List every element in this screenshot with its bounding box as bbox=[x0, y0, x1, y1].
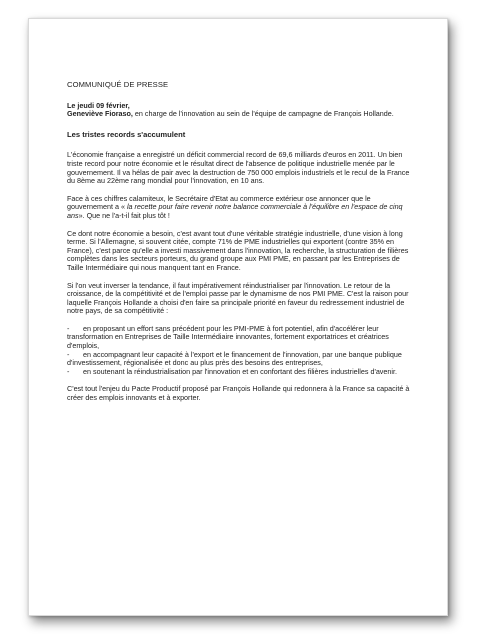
paragraph-2-end: ». Que ne l'a-t-il fait plus tôt ! bbox=[78, 210, 170, 220]
press-release-heading: COMMUNIQUÉ DE PRESSE bbox=[67, 80, 169, 89]
list-item-text: en proposant un effort sans précédent pour les PMI-PME à fort potentiel, afin d'accélérer leur transformation en Entreprises de Taille Intermédiaire innovantes, fortement exportatrices et créatrices d'emplois, bbox=[67, 323, 389, 351]
intro-block bbox=[67, 102, 417, 119]
list-item-text: en accompagnant leur capacité à l'export et le financement de l'innovation, par une banque publique d'investissement, régionalisée et donc au plus près des besoins des entreprises, bbox=[67, 349, 402, 368]
list-item bbox=[67, 368, 417, 377]
paragraph-2-quote: la recette pour faire revenir notre balance commerciale à l'équilibre en l'espace de cinq ans bbox=[67, 202, 403, 220]
bullet-list bbox=[67, 325, 417, 377]
paragraph-4: Si l'on veut inverser la tendance, il faut impérativement réindustrialiser par l'innovation. Le retour de la croissance, de la compétitivité et de l'emploi passe par le dynamisme de nos PMI PME. C'est la raison pour laquelle François Hollande a choisi d'en faire sa principale priorité en faveur du redressement industriel de notre pays, de sa compétitivité : bbox=[67, 280, 409, 316]
date-line: Le jeudi 09 février, bbox=[67, 100, 130, 110]
bullet-dash: - bbox=[67, 349, 70, 359]
bullet-dash: - bbox=[67, 323, 70, 333]
document-page bbox=[28, 18, 448, 616]
list-item bbox=[67, 325, 417, 351]
section-title: Les tristes records s'accumulent bbox=[67, 129, 186, 139]
author-name: Geneviève Fioraso, bbox=[67, 109, 133, 119]
paragraph-2 bbox=[67, 195, 417, 221]
list-item bbox=[67, 351, 417, 368]
document-content bbox=[67, 81, 417, 412]
author-role: en charge de l'innovation au sein de l'équipe de campagne de François Hollande. bbox=[132, 109, 394, 119]
paragraph-1: L'économie française a enregistré un déficit commercial record de 69,6 milliards d'euros en 2011. Un bien triste record pour notre économie et le résultat direct de l'absence de politique industrielle menée par le gouvernement. Il va hélas de pair avec la destruction de 750 000 emplois industriels et le recul de la France du 8ème au 22ème rang mondial pour l'innovation, en 10 ans. bbox=[67, 150, 410, 186]
paragraph-2-start: Face à ces chiffres calamiteux, le Secrétaire d'Etat au commerce extérieur ose annoncer que le gouvernement a « bbox=[67, 193, 371, 212]
paragraph-3: Ce dont notre économie a besoin, c'est avant tout d'une véritable stratégie industrielle, d'une vision à long terme. Si l'Allemagne, si souvent citée, compte 71% de PME industrielles qui exportent (contre 35% en France), c'est parce qu'elle a investi massivement dans l'innovation, la recherche, la structuration de filières complètes dans les secteurs porteurs, du grand groupe aux PMI PME, en passant par les Entreprises de Taille Intermédiaire qui nous manquent tant en France. bbox=[67, 228, 409, 272]
bullet-dash: - bbox=[67, 366, 70, 376]
paragraph-5: C'est tout l'enjeu du Pacte Productif proposé par François Hollande qui redonnera à la France sa capacité à créer des emplois innovants et à exporter. bbox=[67, 384, 410, 403]
list-item-text: en soutenant la réindustrialisation par l'innovation et en confortant des filières industrielles d'avenir. bbox=[83, 366, 397, 376]
